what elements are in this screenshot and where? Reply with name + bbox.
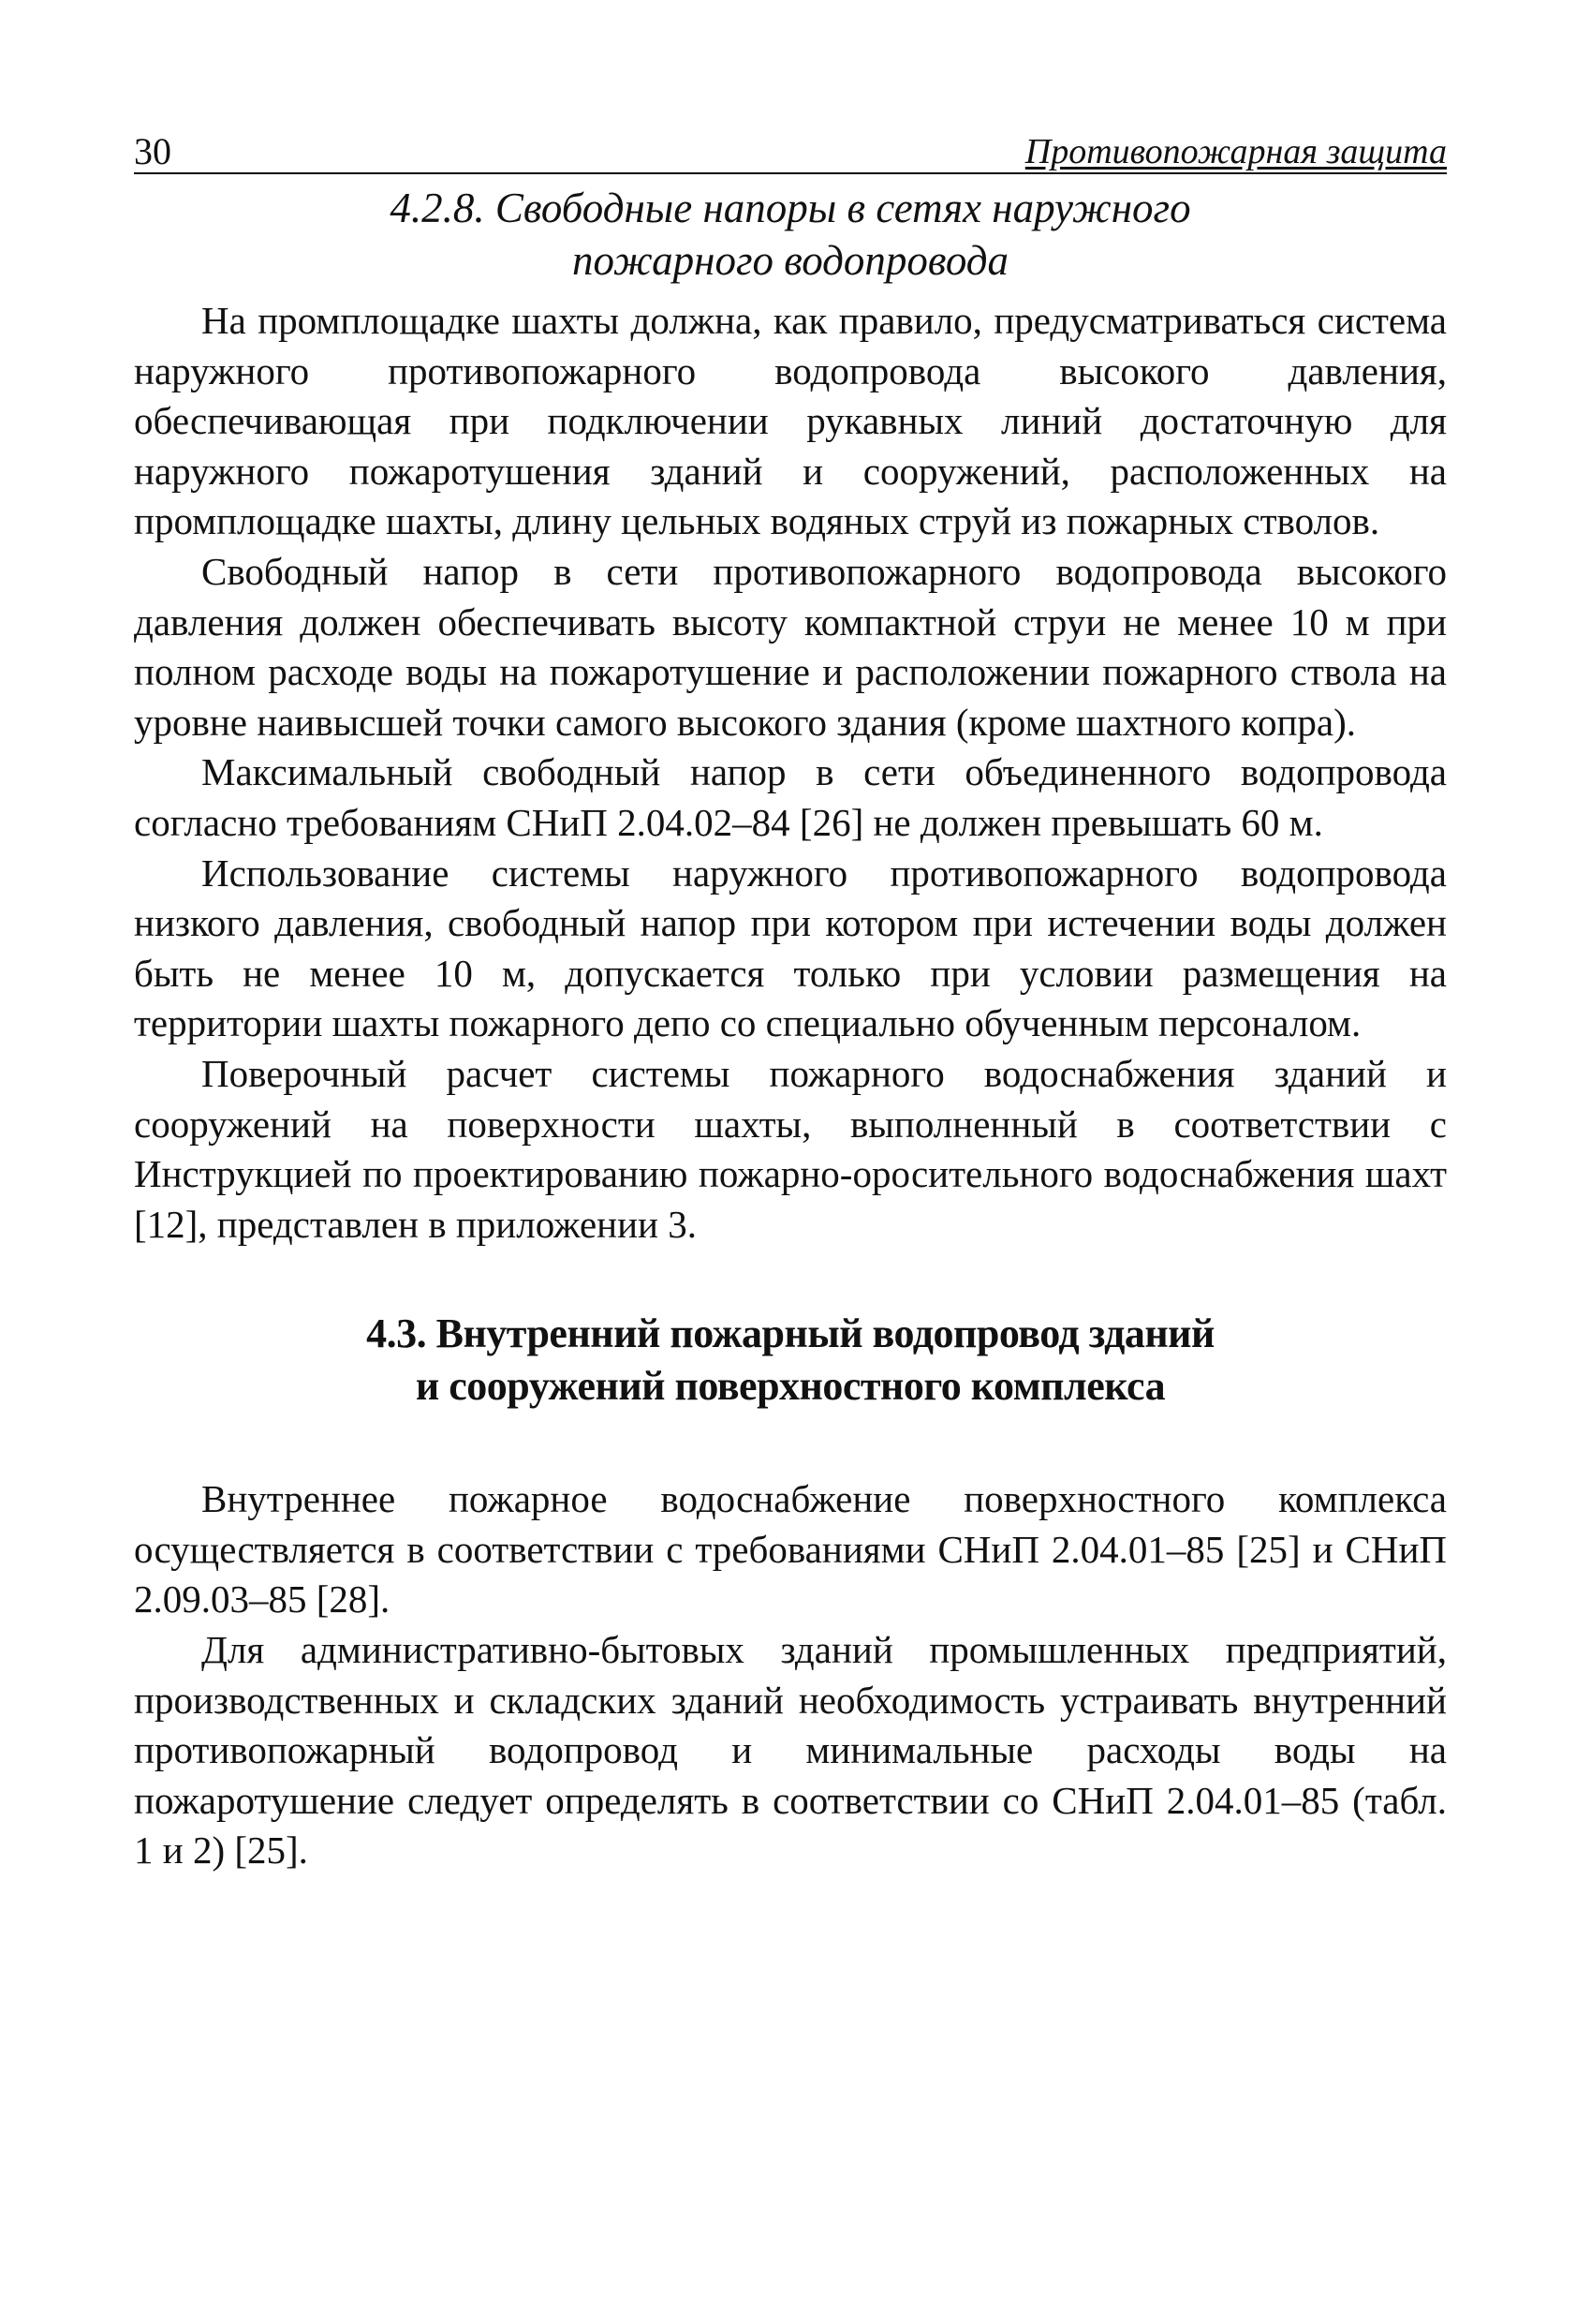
paragraph: Поверочный расчет системы пожарного водоснабжения зданий и сооружений на поверхности шахты, выполненный в соответствии с Инструкцией по проектированию пожарно-оросительного водоснабжения шахт [12], представлен в приложении 3. [134, 1051, 1447, 1246]
running-title: Противопожарная защита [1024, 132, 1447, 171]
running-head [134, 122, 1447, 174]
paragraph: Для административно-бытовых зданий промышленных предприятий, производственных и складских зданий необходимость устраивать внутренний противопожарный водопровод и минимальные расходы воды на пожаротушение следует определять в соответствии со СНиП 2.04.01–85 (табл. 1 и 2) [25]. [134, 1628, 1447, 1873]
section-title-line-1: 4.3. Внутренний пожарный водопровод зданий [366, 1310, 1215, 1357]
page-number: 30 [134, 130, 171, 172]
book-page [134, 122, 1447, 1876]
section-title [134, 1308, 1447, 1413]
subsection-title [134, 182, 1447, 287]
paragraph: Использование системы наружного противопожарного водопровода низкого давления, свободный напор при котором при истечении воды должен быть не менее 10 м, допускается только при условии размещения на территории шахты пожарного депо со специально обученным персоналом. [134, 851, 1447, 1045]
paragraph: Внутреннее пожарное водоснабжение поверхностного комплекса осуществляется в соответствии с требованиями СНиП 2.04.01–85 [25] и СНиП 2.09.03–85 [28]. [134, 1477, 1447, 1621]
subsection-title-line-2: пожарного водопровода [572, 237, 1009, 284]
paragraph: На промплощадке шахты должна, как правило, предусматриваться система наружного противопожарного водопровода высокого давления, обеспечивающая при подключении рукавных линий достаточную для наружного пожаротушения зданий и сооружений, расположенных на промплощадке шахты, длину цельных водяных струй из пожарных стволов. [134, 299, 1447, 543]
paragraph: Свободный напор в сети противопожарного водопровода высокого давления должен обеспечивать высоту компактной струи не менее 10 м при полном расходе воды на пожаротушение и расположении пожарного ствола на уровне наивысшей точки самого высокого здания (кроме шахтного копра). [134, 549, 1447, 744]
paragraph: Максимальный свободный напор в сети объединенного водопровода согласно требованиям СНиП 2.04.02–84 [26] не должен превышать 60 м. [134, 750, 1447, 844]
section-title-line-2: и сооружений поверхностного комплекса [415, 1363, 1166, 1410]
subsection-title-line-1: 4.2.8. Свободные напоры в сетях наружного [390, 185, 1191, 231]
